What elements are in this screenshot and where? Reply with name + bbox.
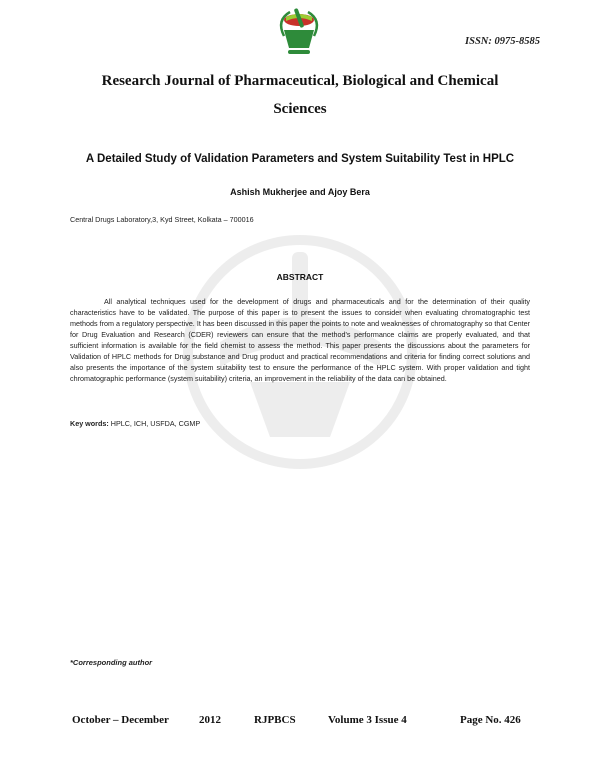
keywords-list: HPLC, ICH, USFDA, CGMP bbox=[110, 419, 201, 428]
keywords-label: Key words: bbox=[70, 419, 109, 428]
paper-title: A Detailed Study of Validation Parameters and System Suitability Test in HPLC bbox=[85, 153, 515, 165]
affiliation: Central Drugs Laboratory,3, Kyd Street, Kolkata – 700016 bbox=[70, 215, 254, 224]
authors: Ashish Mukherjee and Ajoy Bera bbox=[230, 187, 370, 197]
corresponding-author-note: *Corresponding author bbox=[70, 658, 153, 667]
footer-page-number: Page No. 426 bbox=[460, 714, 521, 726]
abstract-heading: ABSTRACT bbox=[276, 272, 324, 282]
journal-title-line-1: Research Journal of Pharmaceutical, Biological and Chemical bbox=[101, 73, 499, 89]
footer-volume-issue: Volume 3 Issue 4 bbox=[328, 714, 407, 726]
journal-title bbox=[60, 67, 540, 123]
footer-journal-abbr: RJPBCS bbox=[254, 714, 296, 726]
journal-title-line-2: Sciences bbox=[273, 101, 327, 117]
footer-year: 2012 bbox=[199, 714, 221, 726]
footer-period: October – December bbox=[72, 714, 169, 726]
abstract-body: All analytical techniques used for the development of drugs and pharmaceuticals and for the determination of their quality characteristics have to be validated. The purpose of this paper is to present the issues to consider when evaluating chromatographic test methods from a regulatory perspective. It has been discussed in this paper the points to note and weaknesses of chromatography so that Center for Drug Evaluation and Research (CDER) reviewers can ensure that the method's performance claims are properly evaluated, and that sufficient information is available for the field chemist to assess the method. This paper presents the discussions about the parameters for Validation of HPLC methods for Drug substance and Drug product and practical recommendations and criteria for finding correct solutions and also presents the importance of the system suitability test to ensure the performance of the HPLC system. With proper validation and tight chromatographic performance (system suitability) criteria, an improvement in the reliability of the data can be obtained. bbox=[70, 297, 530, 383]
issn-label: ISSN: 0975-8585 bbox=[465, 36, 540, 47]
keywords bbox=[70, 419, 200, 428]
journal-logo-icon bbox=[264, 6, 334, 58]
